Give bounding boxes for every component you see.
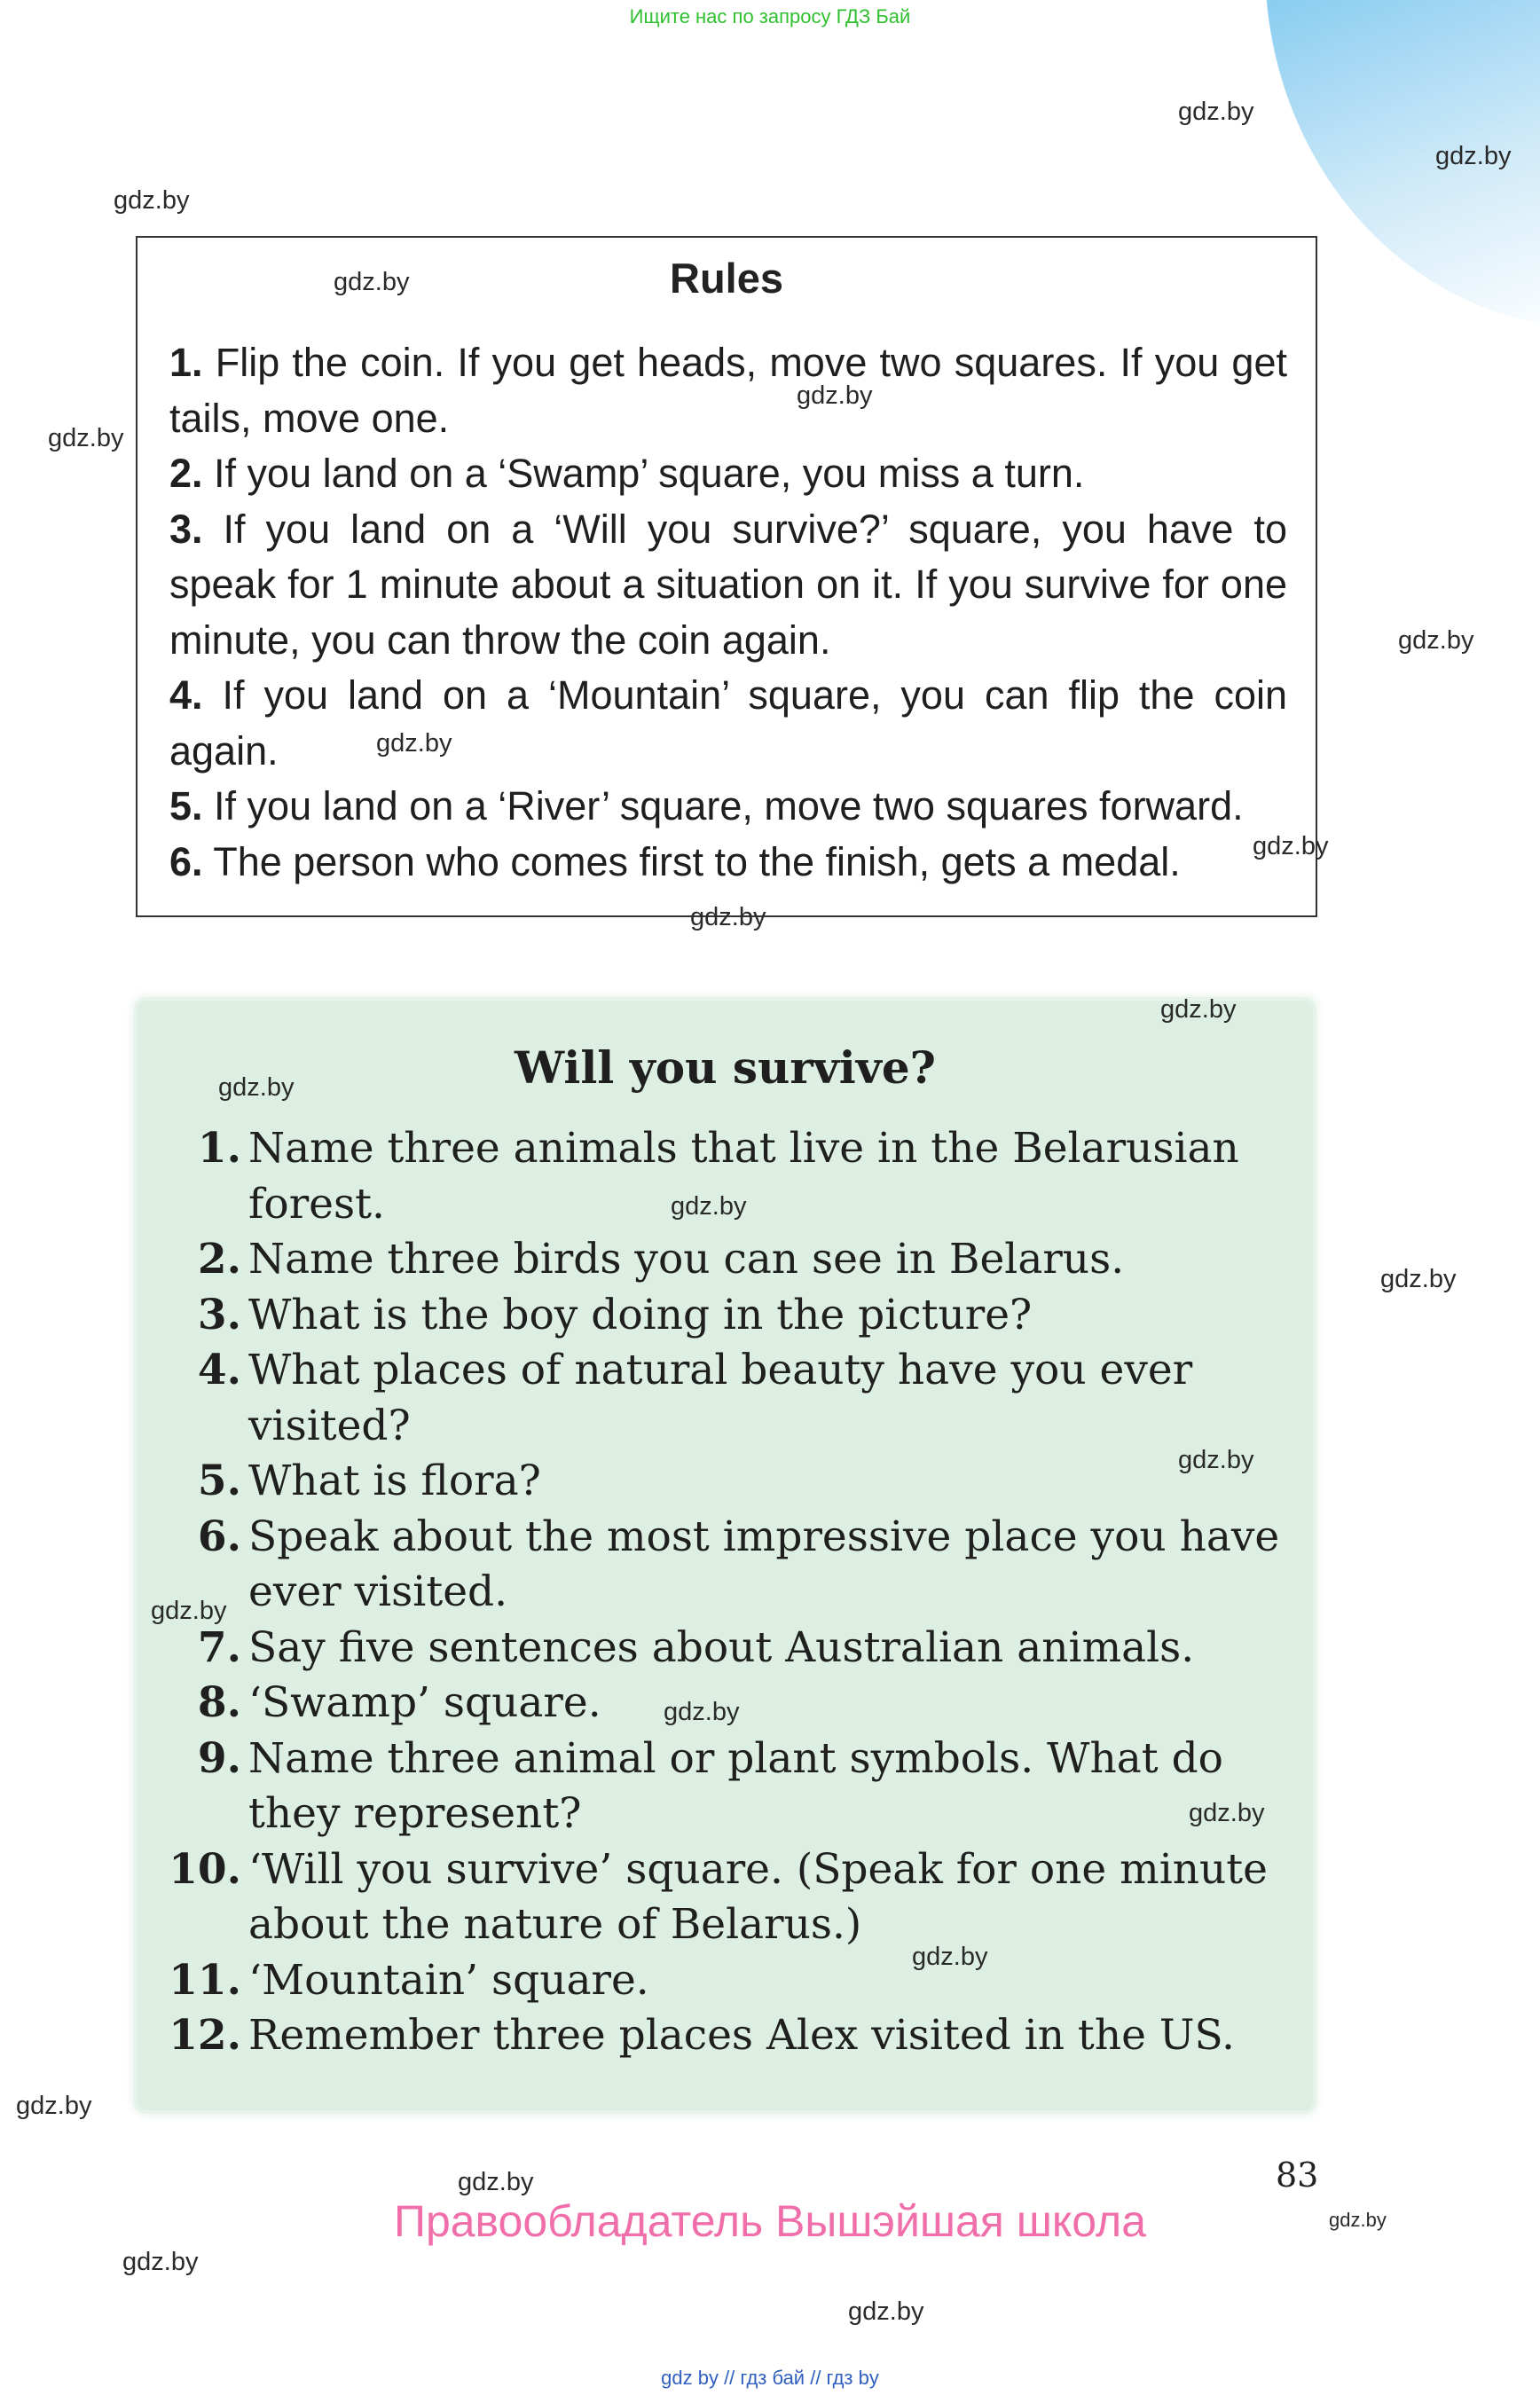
rule-text: If you land on a ‘Mountain’ square, you can flip the coin again. [169,672,1287,774]
question-number: 9. [197,1733,241,1783]
question-text: ‘Will you survive’ square. (Speak for one minute about the nature of Belarus.) [248,1844,1268,1949]
question-item [164,1842,1291,1953]
bottom-links[interactable]: gdz by // гдз бай // гдз by [661,2367,879,2389]
rule-item [169,779,1287,835]
question-text: ‘Swamp’ square. [248,1678,601,1727]
question-item [164,1953,1291,2009]
watermark: gdz.by [114,186,190,215]
rule-item [169,835,1287,891]
watermark: gdz.by [1189,1799,1265,1827]
rule-number: 3. [169,506,203,552]
watermark: gdz.by [376,729,452,758]
question-item [164,1288,1291,1344]
watermark: gdz.by [151,1597,227,1625]
watermark: gdz.by [122,2248,199,2276]
watermark: gdz.by [1253,832,1329,860]
watermark: gdz.by [1435,142,1512,170]
rules-title: Rules [670,255,783,302]
watermark: gdz.by [48,424,124,452]
question-item [164,1510,1291,1621]
question-text: Name three animal or plant symbols. What do they represent? [248,1733,1223,1838]
rule-number: 4. [169,672,203,718]
question-number: 11. [169,1955,241,2005]
question-item [164,1232,1291,1288]
rule-number: 6. [169,838,203,884]
watermark: gdz.by [690,903,766,931]
watermark: gdz.by [16,2092,92,2120]
watermark: gdz.by [848,2297,924,2326]
question-number: 7. [197,1622,241,1672]
question-number: 6. [197,1512,241,1561]
question-item [164,1732,1291,1842]
question-number: 4. [197,1346,241,1394]
watermark: gdz.by [912,1943,988,1971]
watermark: gdz.by [458,2168,534,2196]
page-number: 83 [1276,2156,1319,2195]
rule-item [169,668,1287,779]
question-number: 3. [197,1290,241,1339]
question-number: 10. [169,1844,241,1894]
question-item [164,2008,1291,2064]
question-number: 12. [169,2011,241,2060]
question-text: What is flora? [248,1457,541,1505]
question-text: What places of natural beauty have you ever visited? [248,1346,1193,1450]
rule-text: Flip the coin. If you get heads, move two squares. If you get tails, move one. [169,340,1287,441]
question-number: 5. [197,1457,241,1505]
rules-list [169,335,1287,890]
question-text: What is the boy doing in the picture? [248,1290,1033,1339]
question-text: Name three animals that live in the Belarusian forest. [248,1124,1239,1229]
watermark: gdz.by [218,1073,295,1102]
question-number: 2. [197,1235,241,1284]
question-number: 1. [197,1124,241,1173]
watermark: gdz.by [1178,1446,1254,1474]
watermark: gdz.by [671,1192,747,1221]
rule-text: The person who comes first to the finish, gets a medal. [213,838,1181,884]
watermark: gdz.by [797,381,873,410]
survive-title: Will you survive? [515,1041,936,1094]
top-banner[interactable]: Ищите нас по запросу ГДЗ Бай [629,5,911,27]
watermark: gdz.by [1398,626,1474,655]
question-item [164,1343,1291,1454]
question-item [164,1454,1291,1510]
rule-item [169,502,1287,669]
rule-number: 1. [169,340,203,385]
watermark: gdz.by [1160,995,1237,1024]
question-text: ‘Mountain’ square. [248,1955,649,2005]
rule-text: If you land on a ‘River’ square, move two squares forward. [214,783,1244,828]
rule-text: If you land on a ‘Will you survive?’ square, you have to speak for 1 minute about a situation on it. If you survive for one minute, you can throw the coin again. [169,506,1287,663]
watermark: gdz.by [664,1698,740,1726]
survive-list [164,1121,1291,2064]
question-text: Speak about the most impressive place you have ever visited. [248,1512,1280,1616]
rule-number: 2. [169,451,203,496]
rules-box [136,236,1317,917]
question-item [164,1621,1291,1677]
question-number: 8. [197,1678,241,1727]
rule-item [169,446,1287,502]
watermark: gdz.by [1329,2209,1387,2231]
question-text: Name three birds you can see in Belarus. [248,1235,1125,1284]
watermark: gdz.by [334,268,410,296]
rule-number: 5. [169,783,203,828]
will-you-survive-card [138,1001,1313,2110]
question-text: Remember three places Alex visited in the US. [248,2011,1235,2060]
copyright-owner: Правообладатель Вышэйшая школа [394,2196,1146,2246]
rule-text: If you land on a ‘Swamp’ square, you miss a turn. [214,451,1085,496]
watermark: gdz.by [1380,1265,1457,1293]
rule-item [169,335,1287,446]
question-text: Say five sentences about Australian animals. [248,1622,1195,1672]
watermark: gdz.by [1178,98,1254,126]
